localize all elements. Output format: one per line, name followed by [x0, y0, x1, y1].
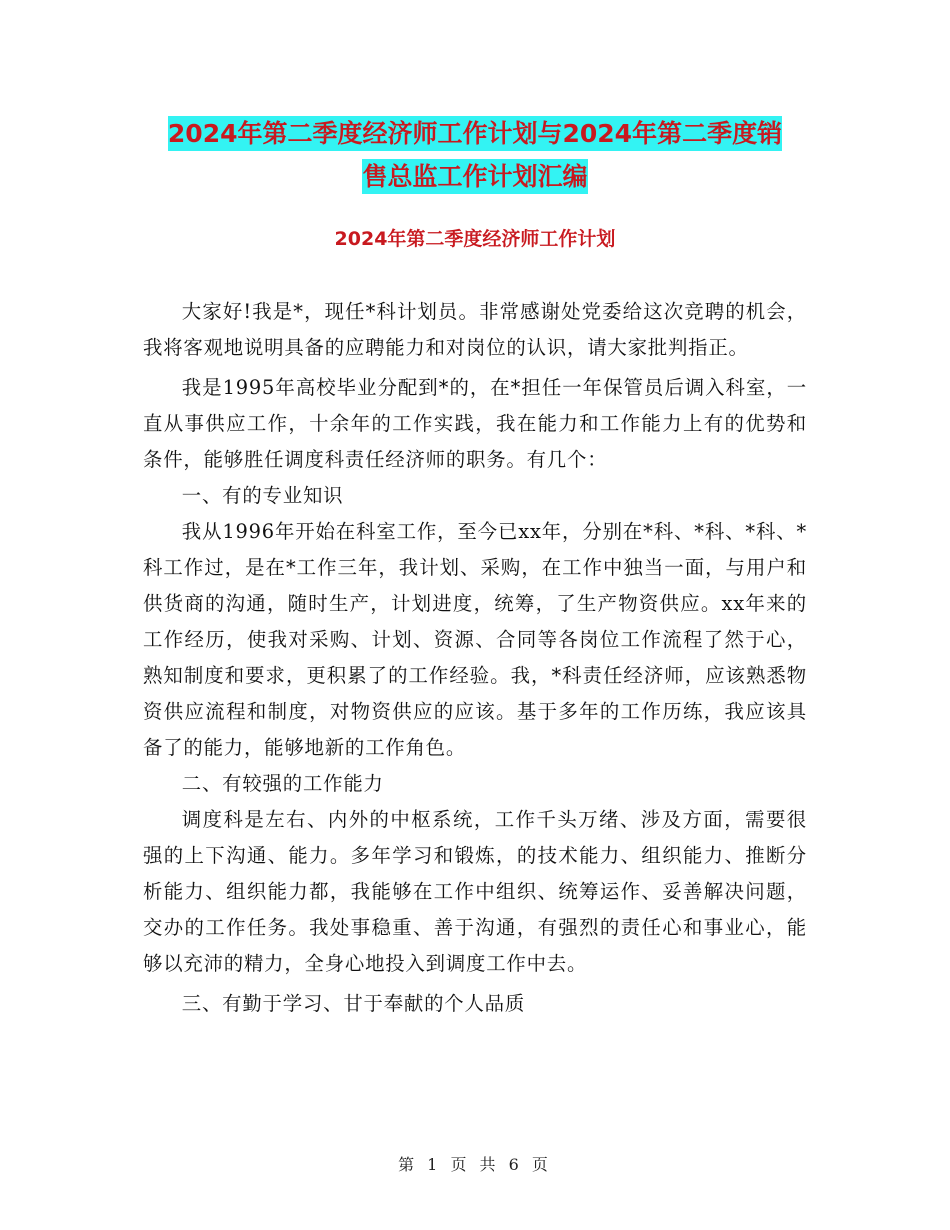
heading-personal-quality: 三、有勤于学习、甘于奉献的个人品质 [181, 992, 526, 1015]
document-body [143, 294, 807, 1022]
page-footer: 第 1 页 共 6 页 [398, 1155, 552, 1174]
section-title: 2024年第二季度经济师工作计划 [334, 228, 616, 250]
paragraph-dispatch-ability: 调度科是左右、内外的中枢系统，工作千头万绪、涉及方面，需要很强的上下沟通、能力。多年学习和锻炼，的技术能力、组织能力、推断分析能力、组织能力都，我能够在工作中组织、统筹运作、妥善解决问题，交办的工作任务。我处事稳重、善于沟通，有强烈的责任心和事业心，能够以充沛的精力，全身心地投入到调度工作中去。 [143, 808, 807, 975]
heading-professional-knowledge: 一、有的专业知识 [181, 484, 344, 507]
paragraph-background: 我是1995年高校毕业分配到*的，在*担任一年保管员后调入科室，一直从事供应工作，十余年的工作实践，我在能力和工作能力上有的优势和条件，能够胜任调度科责任经济师的职务。有几个： [143, 376, 807, 471]
paragraph-intro: 大家好!我是*，现任*科计划员。非常感谢处党委给这次竞聘的机会，我将客观地说明具备的应聘能力和对岗位的认识，请大家批判指正。 [143, 300, 807, 359]
heading-work-ability: 二、有较强的工作能力 [181, 772, 384, 795]
document-title-line-2 [0, 157, 950, 193]
document-title-line-1-text: 2024年第二季度经济师工作计划与2024年第二季度销 [168, 116, 782, 151]
document-title-line-2-text: 售总监工作计划汇编 [362, 159, 587, 194]
document-title-line-1 [0, 114, 950, 150]
paragraph-work-experience: 我从1996年开始在科室工作，至今已xx年，分别在*科、*科、*科、*科工作过，是在*工作三年，我计划、采购，在工作中独当一面，与用户和供货商的沟通，随时生产，计划进度，统筹，了生产物资供应。xx年来的工作经历，使我对采购、计划、资源、合同等各岗位工作流程了然于心，熟知制度和要求，更积累了的工作经验。我，*科责任经济师，应该熟悉物资供应流程和制度，对物资供应的应该。基于多年的工作历练，我应该具备了的能力，能够地新的工作角色。 [143, 520, 807, 759]
